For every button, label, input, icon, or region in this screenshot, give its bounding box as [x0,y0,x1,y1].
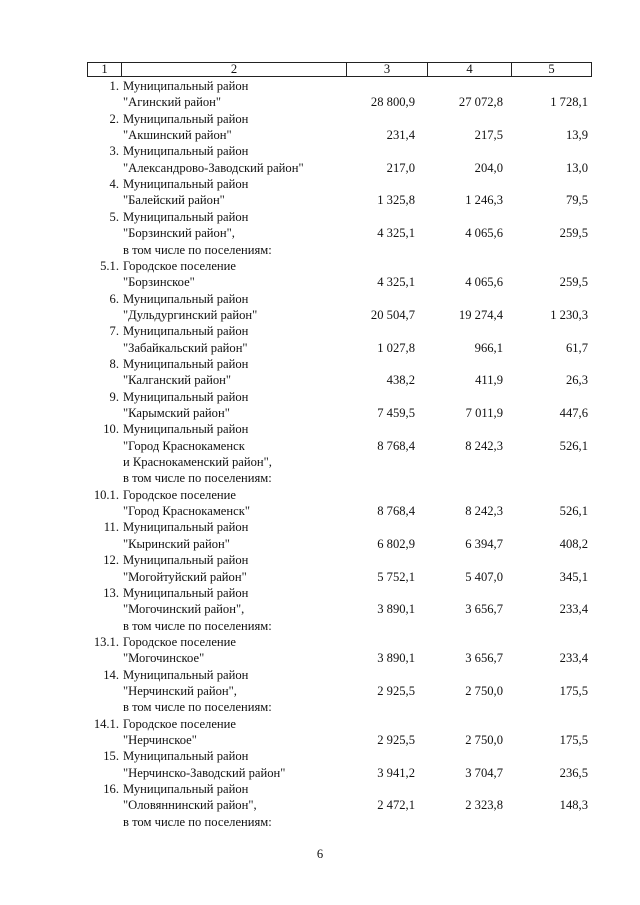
value-col-5: 408,2 [559,536,588,551]
value-col-4: 1 246,3 [465,193,503,208]
row-label-line: Муниципальный район [123,422,249,437]
row-label-line: Муниципальный район [123,324,249,339]
value-col-3: 438,2 [386,373,415,388]
value-col-3: 4 325,1 [377,226,415,241]
row-label-line: "Могочинское" [123,651,205,666]
row-number: 14.1. [93,716,119,731]
value-col-3: 5 752,1 [377,569,415,584]
row-label-line: Городское поселение [123,634,236,649]
value-col-5: 526,1 [559,438,588,453]
row-number: 1. [109,79,119,93]
value-col-3: 8 768,4 [377,504,415,519]
value-col-3: 28 800,9 [370,95,415,110]
value-col-4: 27 072,8 [458,95,503,110]
value-col-4: 2 323,8 [465,798,503,813]
row-number: 14. [103,667,119,682]
row-number: 2. [109,111,119,126]
row-label-line: "Борзинское" [123,275,195,290]
row-label-line: "Борзинский район", [123,226,235,241]
value-col-5: 345,1 [559,569,588,584]
row-label-line: "Калганский район" [123,373,231,388]
row-label-line: в том числе по поселениям: [123,618,272,633]
value-col-3: 1 325,8 [377,193,415,208]
row-label-line: Муниципальный район [123,667,249,682]
row-label-line: "Александрово-Заводский район" [123,160,304,175]
value-col-3: 3 890,1 [377,602,415,617]
value-col-4: 2 750,0 [465,733,503,747]
value-col-3: 4 325,1 [377,275,415,290]
value-col-4: 204,0 [474,160,503,175]
page-number: 6 [316,847,324,861]
row-label-line: Муниципальный район [123,356,249,371]
row-label-line: Муниципальный район [123,209,249,224]
value-col-4: 5 407,0 [465,569,503,584]
value-col-3: 3 890,1 [377,651,415,666]
row-label-line: "Дульдургинский район" [123,307,258,322]
value-col-4: 3 656,7 [465,602,503,617]
value-col-5: 526,1 [559,504,588,519]
row-label-line: Городское поселение [123,258,236,273]
value-col-4: 4 065,6 [465,226,503,241]
row-label-line: Муниципальный район [123,177,249,192]
value-col-3: 1 027,8 [377,340,415,355]
header-cell-5: 5 [548,62,555,76]
row-label-line: "Город Краснокаменск [123,438,245,453]
row-label-line: "Оловяннинский район", [123,798,257,813]
row-number: 10. [103,422,119,437]
row-label-line: "Агинский район" [123,95,222,110]
row-label-line: Муниципальный район [123,553,249,568]
row-label-line: Городское поселение [123,716,236,731]
row-number: 16. [103,782,119,797]
value-col-3: 3 941,2 [377,765,415,780]
row-label-line: Городское поселение [123,487,236,502]
value-col-5: 26,3 [565,373,588,388]
value-col-5: 1 728,1 [550,95,588,110]
table-header [87,62,592,77]
value-col-5: 233,4 [559,651,588,666]
header-cell-2: 2 [230,62,238,76]
row-label-line: Муниципальный район [123,520,249,535]
row-label-line: Муниципальный район [123,291,249,306]
row-number: 10.1. [93,487,119,502]
row-number: 9. [109,389,119,404]
row-label-line: "Забайкальский район" [123,340,248,355]
row-number: 15. [103,749,119,764]
row-number: 7. [109,324,119,339]
value-col-4: 217,5 [474,128,503,143]
value-col-4: 8 242,3 [465,504,503,519]
row-label-line: в том числе по поселениям: [123,700,272,715]
row-label-line: Муниципальный район [123,79,249,93]
row-label-line: "Нерчинское" [123,733,197,747]
row-number: 13. [103,585,119,600]
row-label-line: Муниципальный район [123,749,249,764]
row-label-line: в том числе по поселениям: [123,814,272,829]
value-col-4: 8 242,3 [465,438,503,453]
value-col-3: 6 802,9 [377,536,415,551]
row-label-line: в том числе по поселениям: [123,242,272,257]
value-col-4: 3 656,7 [465,651,503,666]
row-label-line: "Город Краснокаменск" [123,504,250,519]
row-number: 5.1. [100,258,119,273]
value-col-4: 2 750,0 [465,683,503,698]
row-number: 3. [109,144,119,159]
row-label-line: Муниципальный район [123,389,249,404]
value-col-5: 61,7 [565,340,588,355]
header-cell-3: 3 [383,62,391,76]
row-number: 12. [103,553,119,568]
value-col-5: 259,5 [559,275,588,290]
value-col-5: 259,5 [559,226,588,241]
row-label-line: "Нерчинский район", [123,683,237,698]
value-col-3: 2 925,5 [377,733,415,747]
value-col-3: 7 459,5 [377,406,415,420]
value-col-4: 7 011,9 [465,406,503,420]
value-col-3: 8 768,4 [377,438,415,453]
row-label-line: Муниципальный район [123,111,249,126]
row-label-line: в том числе по поселениям: [123,471,272,486]
header-cell-4: 4 [466,62,473,76]
value-col-4: 966,1 [474,340,503,355]
value-col-3: 231,4 [386,128,415,143]
value-col-4: 3 704,7 [465,765,503,780]
row-label-line: Муниципальный район [123,144,249,159]
value-col-5: 236,5 [559,765,588,780]
value-col-4: 19 274,4 [458,307,503,322]
value-col-4: 411,9 [475,373,503,388]
row-number: 11. [103,520,119,535]
row-label-line: "Могойтуйский район" [123,569,247,584]
row-number: 5. [109,209,119,224]
header-cell-1: 1 [101,62,108,76]
value-col-4: 6 394,7 [465,536,503,551]
row-label-line: "Кыринский район" [123,536,230,551]
value-col-5: 175,5 [559,683,588,698]
row-label-line: "Нерчинско-Заводский район" [123,765,286,780]
value-col-3: 2 925,5 [377,683,415,698]
row-label-line: "Акшинский район" [123,128,232,143]
value-col-3: 217,0 [386,160,415,175]
value-col-3: 20 504,7 [370,307,415,322]
row-label-line: и Краснокаменский район", [123,455,272,470]
row-label-line: "Могочинский район", [123,602,245,617]
row-label-line: "Карымский район" [123,406,230,420]
row-label-line: Муниципальный район [123,782,249,797]
value-col-5: 148,3 [559,798,588,813]
value-col-4: 4 065,6 [465,275,503,290]
value-col-5: 233,4 [559,602,588,617]
value-col-3: 2 472,1 [377,798,415,813]
row-label-line: Муниципальный район [123,585,249,600]
row-number: 4. [109,177,119,192]
value-col-5: 13,0 [565,160,588,175]
value-col-5: 175,5 [559,733,588,747]
row-number: 8. [109,356,119,371]
value-col-5: 447,6 [559,406,588,420]
row-number: 13.1. [93,634,119,649]
row-label-line: "Балейский район" [123,193,225,208]
value-col-5: 13,9 [565,128,588,143]
value-col-5: 79,5 [565,193,588,208]
row-number: 6. [109,291,119,306]
value-col-5: 1 230,3 [550,307,588,322]
